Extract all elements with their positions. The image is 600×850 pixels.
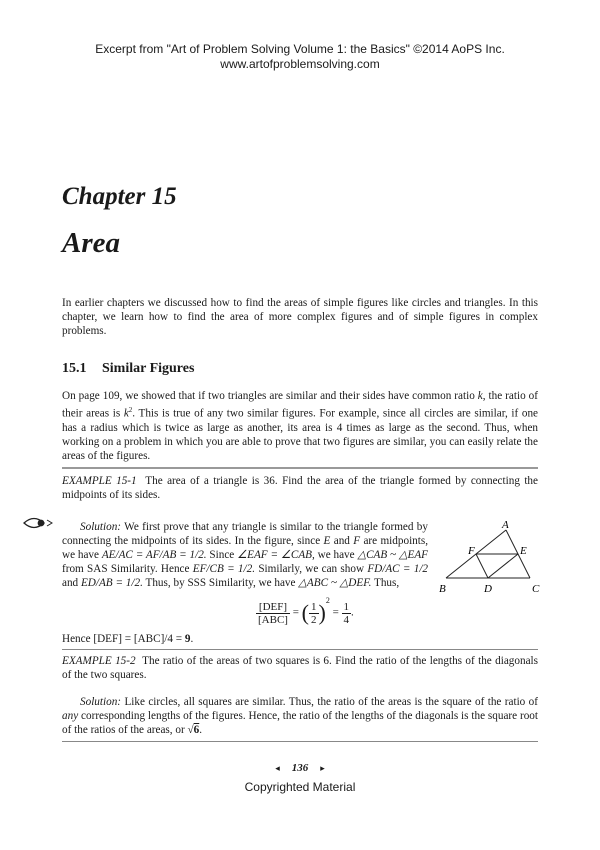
copyright-notice: Copyrighted Material [244, 780, 356, 794]
example-2-problem: EXAMPLE 15-2 The ratio of the areas of two squares is 6. Find the ratio of the lengths of the diagonals of the two squares. [62, 655, 538, 681]
next-page-icon[interactable]: ▸ [320, 763, 325, 773]
example-2-label: EXAMPLE 15-2 [62, 655, 136, 667]
prev-page-icon[interactable]: ◂ [275, 763, 280, 773]
point-e-label: E [520, 545, 527, 557]
example-divider [62, 649, 538, 650]
excerpt-header: Excerpt from "Art of Problem Solving Volume 1: the Basics" ©2014 AoPS Inc. [95, 42, 505, 56]
example-1-answer: Hence [DEF] = [ABC]/4 = 9. [62, 633, 194, 645]
example-divider [62, 467, 538, 469]
section-heading [62, 361, 194, 377]
website-url[interactable]: www.artofproblemsolving.com [220, 57, 380, 71]
chapter-title: Area [62, 227, 120, 259]
section-number: 15.1 [62, 361, 87, 376]
point-b-label: B [439, 583, 446, 595]
eye-icon [22, 513, 56, 538]
example-1-label: EXAMPLE 15-1 [62, 475, 137, 487]
chapter-label: Chapter 15 [62, 183, 177, 210]
intro-paragraph: In earlier chapters we discussed how to find the areas of simple figures like circles and triangles. In this chapter, we learn how to find the area of more complex figures and of simple figures in complex problems. [62, 297, 538, 337]
section-paragraph: On page 109, we showed that if two triangles are similar and their sides have common ratio k, the ratio of their areas is $k^2$. This is true of any two similar figures. For example, since all circles are similar, if one has a radius which is twice as large as another, its area is 4 times as large as the second. Thus, when working on a problem in which you are able to prove that two figures are similar, you can easily relate the areas of the figures. [62, 390, 538, 462]
point-c-label: C [532, 583, 540, 595]
example-2-solution: Solution: Like circles, all squares are similar. Thus, the ratio of the areas is the square of the ratio of any corresponding lengths of the figures. Hence, the ratio of the lengths of the diagonals is the square root of the ratios of the areas, or √6. [62, 696, 539, 736]
example-1-solution: Solution: We first prove that any triangle is similar to the triangle formed by connecting the midpoints of its sides. In the figure, since E and F are midpoints, we have AE/AC = AF/AB = 1/2. Since ∠EAF = ∠CAB, we have △CAB ~ △EAF from SAS Similarity. Hence EF/CB = 1/2. Similarly, we can show FD/AC = 1/2 and ED/AB = 1/2. Thus, by SSS Similarity, we have △ABC ~ △DEF. Thus, [62, 521, 429, 589]
page-navigation [0, 758, 600, 776]
triangle-figure [436, 518, 546, 598]
point-f-label: F [468, 545, 475, 557]
page-number: 136 [291, 762, 309, 774]
area-ratio-equation: $\frac{\text{[DEF]}}{\text{[ABC]}}$ = ( $\frac{1}{2}$ )$^2$ = $\frac{1}{4}$ . [258, 595, 354, 626]
point-a-label: A [502, 519, 509, 531]
example-1-problem: EXAMPLE 15-1 The area of a triangle is 36. Find the area of the triangle formed by connecting the midpoints of its sides. [62, 475, 538, 501]
point-d-label: D [484, 583, 492, 595]
example-divider [62, 741, 538, 742]
section-title: Similar Figures [102, 361, 195, 376]
